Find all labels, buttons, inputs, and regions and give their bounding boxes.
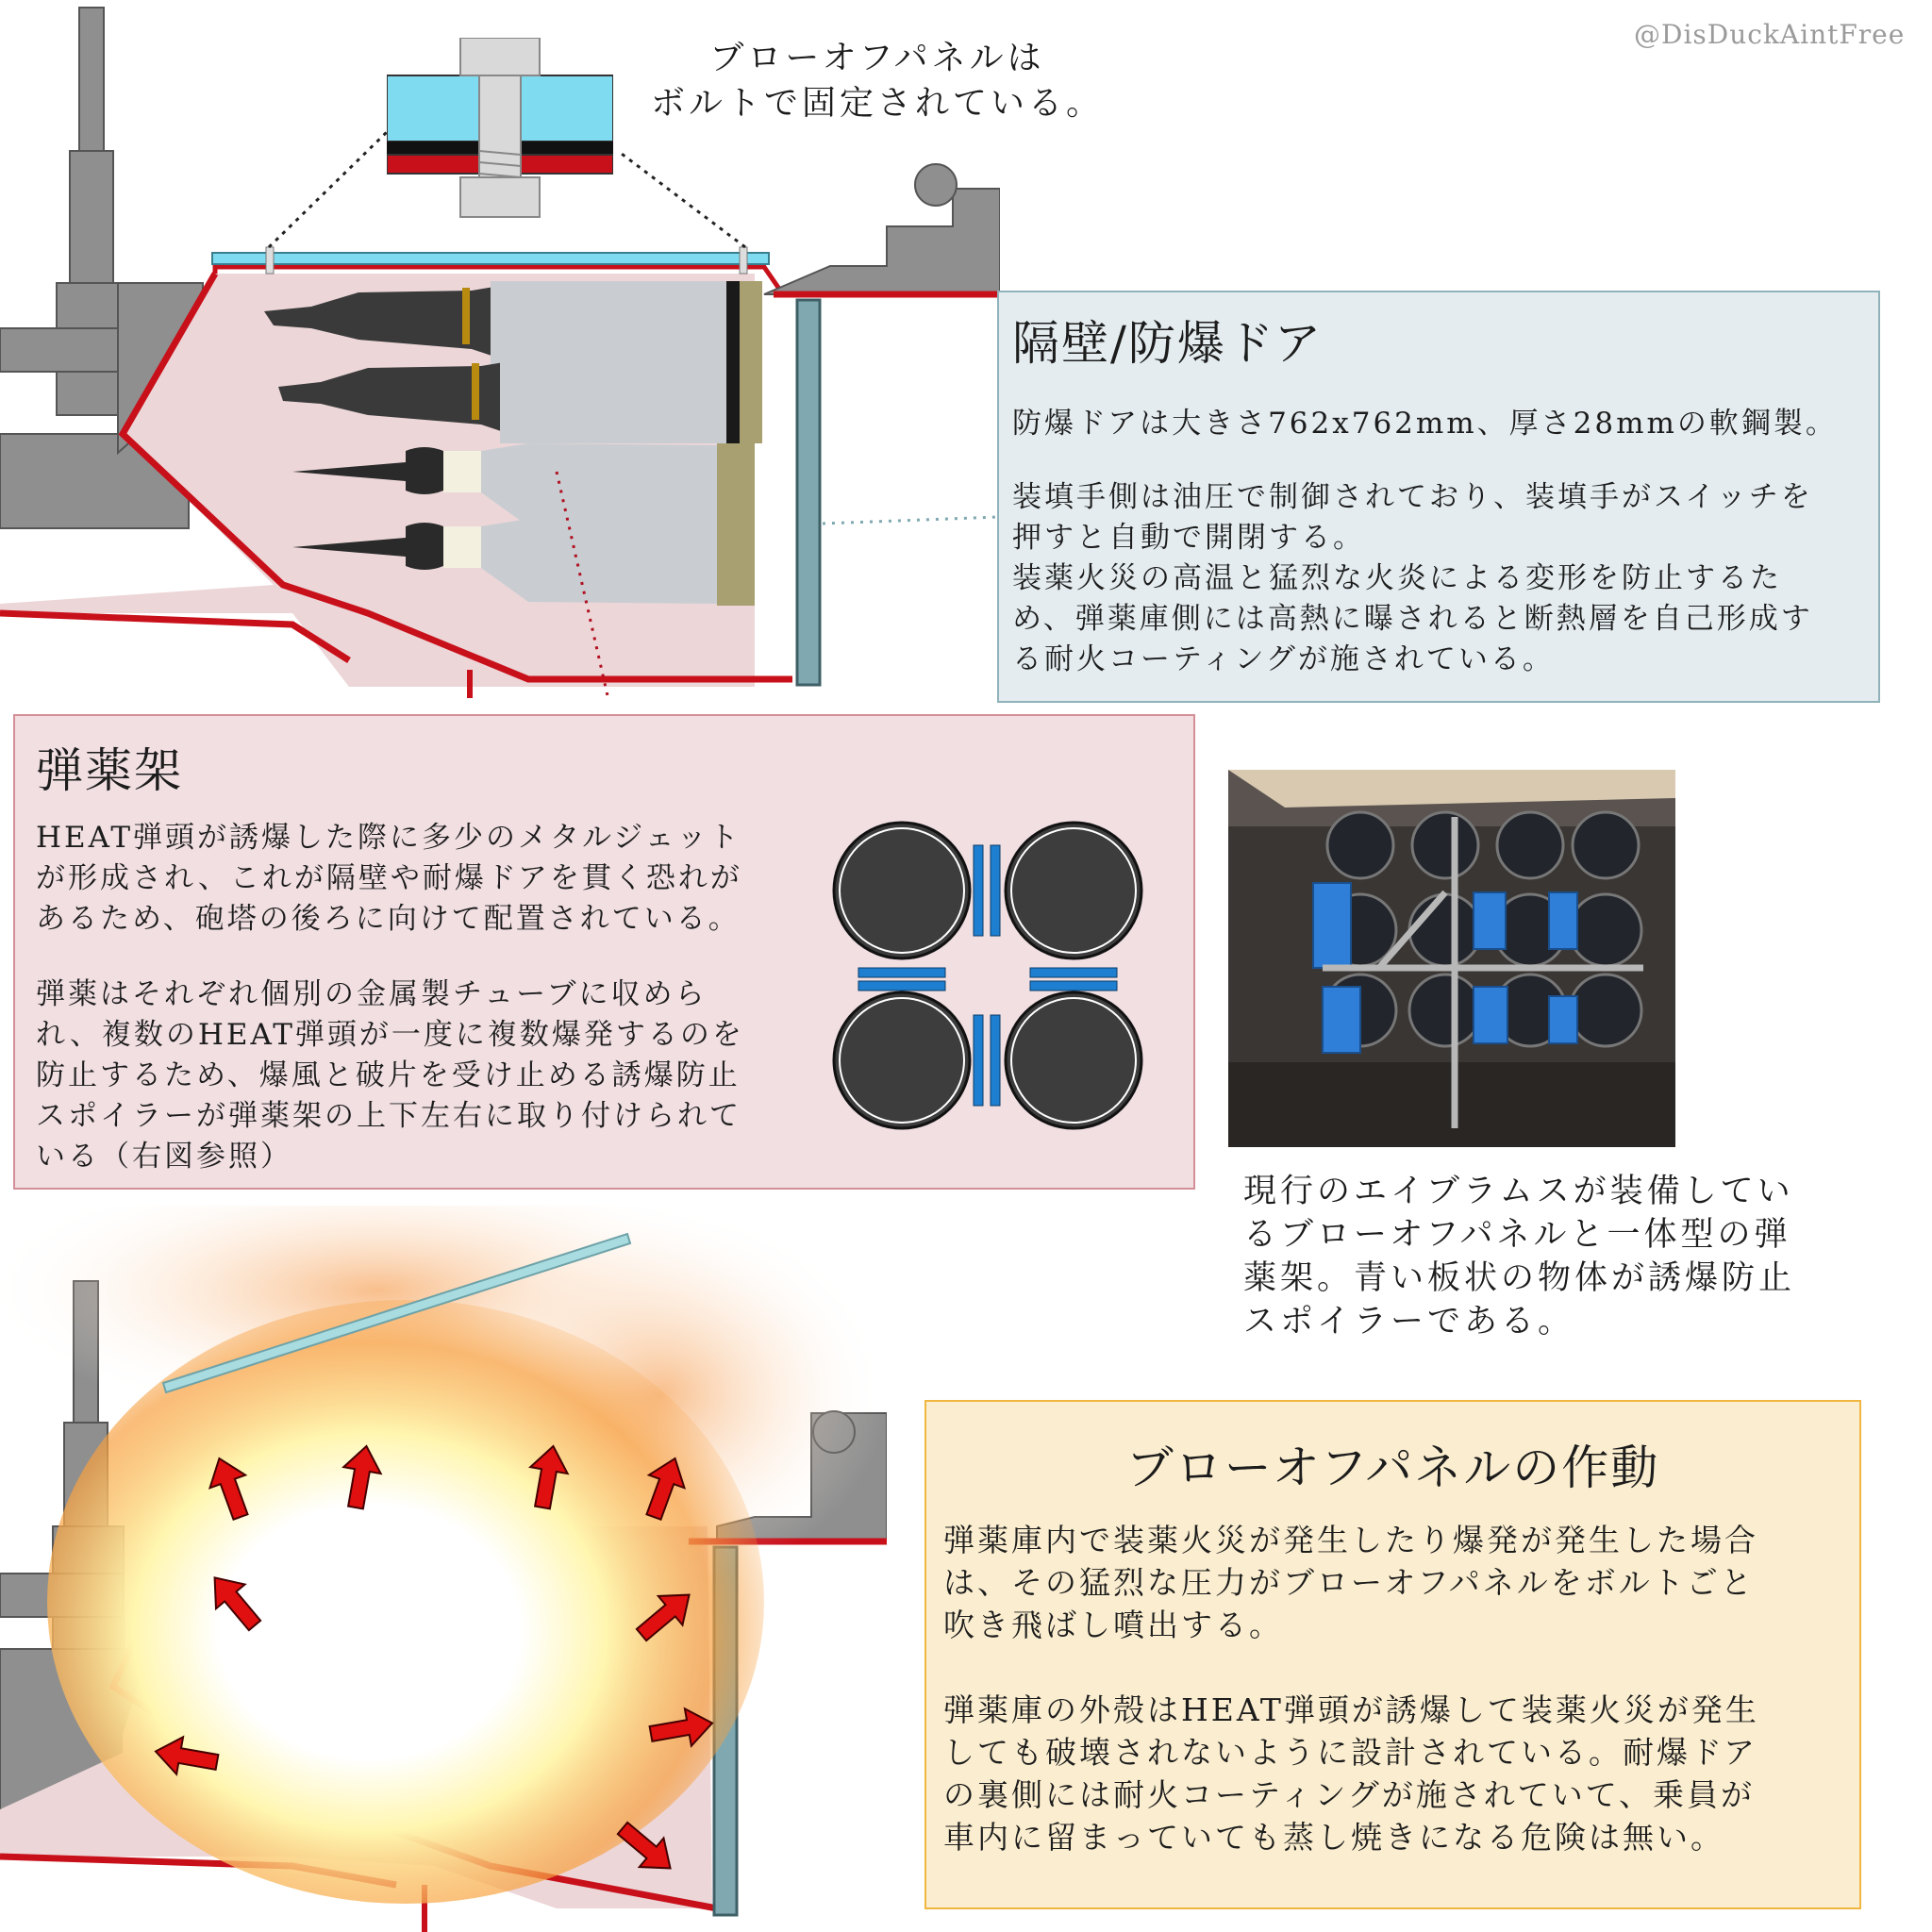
blowoff-operation-para2: 弾薬庫の外殻はHEAT弾頭が誘爆して装薬火災が発生 しても破壊されないように設計されている。耐爆ドア の裏側には耐火コーティングが施されていて、乗員が 車内に留まっていても蒸し焼きになる危険は無い。 bbox=[943, 1691, 1759, 1856]
blowoff-operation-para1: 弾薬庫内で装薬火災が発生したり爆発が発生した場合 は、その猛烈な圧力がブローオフパネルをボルトごと 吹き飛ばし噴出する。 bbox=[943, 1522, 1758, 1643]
ammo-rack-photo bbox=[1228, 770, 1675, 1147]
blast-door-info-box bbox=[997, 291, 1880, 703]
blast-door-title: 隔壁/防爆ドア bbox=[1012, 316, 1324, 371]
photo-caption: 現行のエイブラムスが装備してい るブローオフパネルと一体型の弾 薬架。青い板状の物体が誘爆防止 スポイラーである。 bbox=[1243, 1173, 1796, 1341]
author-credit: @DisDuckAintFree bbox=[1634, 19, 1906, 50]
blast-door-para2: 装填手側は油圧で制御されており、装填手がスイッチを 押すと自動で開閉する。 装薬火災の高温と猛烈な火炎による変形を防止するた め、弾薬庫側には高熱に曝されると断熱層を自己形成す る耐火コーティングが施されている。 bbox=[1012, 480, 1813, 676]
bolt-inset-diagram bbox=[387, 38, 613, 255]
bolt-caption: ブローオフパネルは ボルトで固定されている。 bbox=[650, 39, 1104, 123]
blowoff-operation-title: ブローオフパネルの作動 bbox=[1125, 1441, 1660, 1495]
blast-door bbox=[797, 300, 820, 685]
blowoff-operation-diagram bbox=[0, 1206, 887, 1932]
spoiler-layout-diagram bbox=[826, 820, 1166, 1131]
blast-door-para1: 防爆ドアは大きさ762x762mm、厚さ28mmの軟鋼製。 bbox=[1012, 407, 1838, 441]
turret-roof bbox=[764, 164, 1000, 294]
ammo-rack-info-box bbox=[13, 714, 1195, 1190]
ammo-rack-para1: HEAT弾頭が誘爆した際に多少のメタルジェット が形成され、これが隔壁や耐爆ドアを貫く恐れが あるため、砲塔の後ろに向けて配置されている。 bbox=[36, 821, 742, 936]
blowoff-operation-info-box bbox=[924, 1400, 1861, 1909]
ammo-rack-title: 弾薬架 bbox=[36, 743, 183, 798]
ammo-rack-para2: 弾薬はそれぞれ個別の金属製チューブに収めら れ、複数のHEAT弾頭が一度に複数爆発するのを 防止するため、爆風と破片を受け止める誘爆防止 スポイラーが弾薬架の上下左右に取り付けられて いる（右図参照） bbox=[36, 977, 744, 1174]
